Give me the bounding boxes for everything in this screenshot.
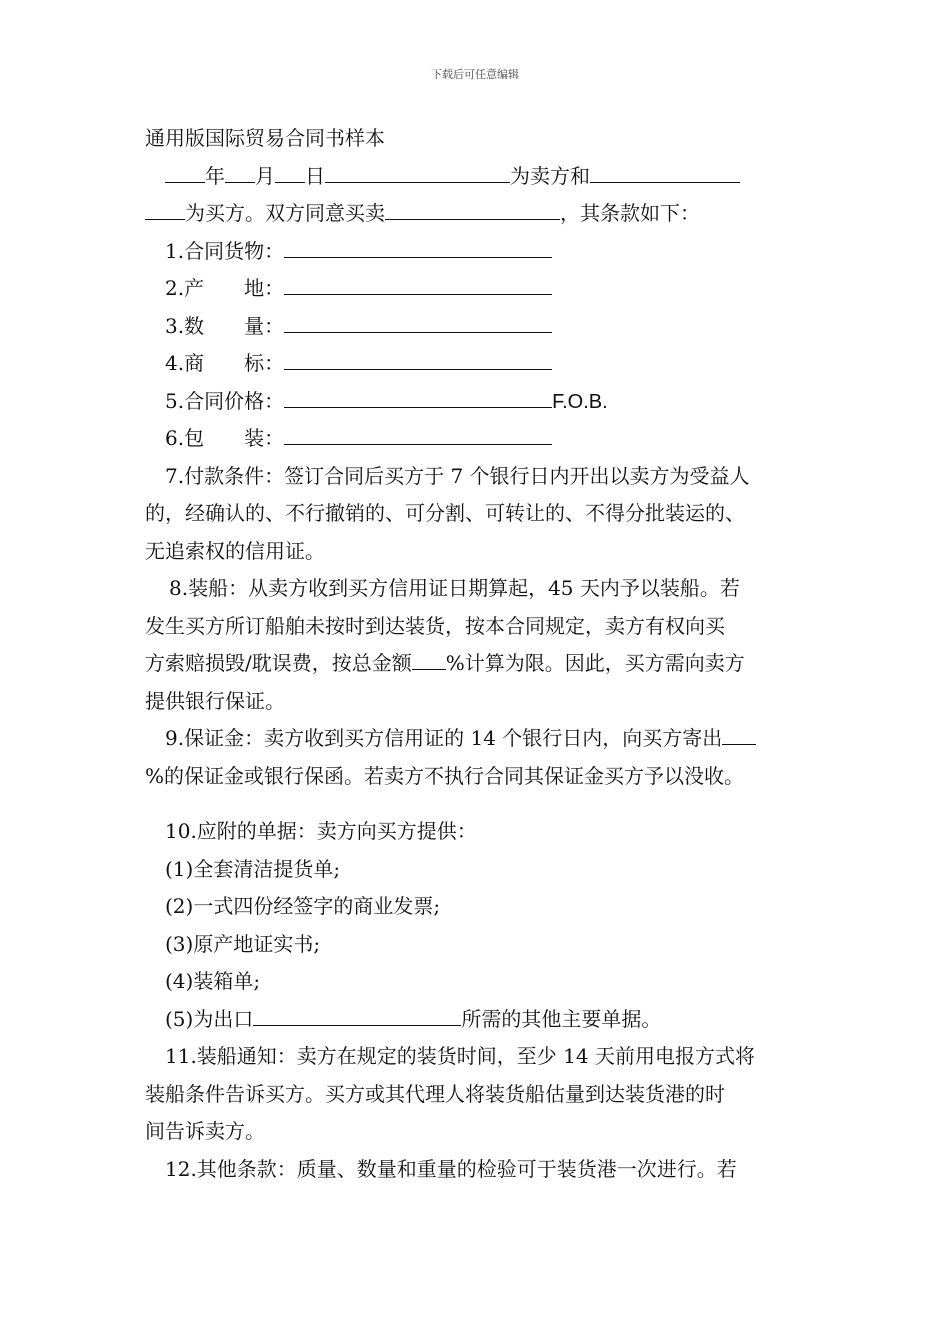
clause8-amount-suffix: %计算为限。因此，买方需向卖方 bbox=[445, 651, 745, 675]
clause7-line: 的，经确认的、不行撤销的、可分割、可转让的、不得分批装运的、 bbox=[145, 501, 745, 525]
clause9-prefix: 9.保证金：卖方收到买方信用证的 14 个银行日内，向买方寄出 bbox=[165, 726, 723, 750]
quantity-blank[interactable] bbox=[284, 310, 552, 333]
year-label: 年 bbox=[205, 163, 225, 188]
document-title: 通用版国际贸易合同书样本 bbox=[145, 126, 385, 150]
export-blank[interactable] bbox=[253, 1003, 461, 1026]
item-quantity bbox=[145, 308, 815, 346]
item-brand-label: 4.商 标： bbox=[165, 351, 285, 375]
clause8-line: 8.装船：从卖方收到买方信用证日期算起，45 天内予以装船。若 bbox=[169, 576, 740, 600]
terms-label: ，其条款如下： bbox=[560, 201, 700, 225]
clause10-heading: 10.应附的单据：卖方向买方提供： bbox=[165, 819, 477, 843]
clause9-line bbox=[145, 720, 815, 758]
intro-line-2 bbox=[145, 195, 815, 233]
packing-blank[interactable] bbox=[284, 422, 552, 445]
clause7-line: 7.付款条件：签订合同后买方于 7 个银行日内开出以卖方为受益人 bbox=[165, 463, 750, 488]
paragraph-gap bbox=[145, 795, 815, 813]
document-list-item: (4)装箱单; bbox=[165, 969, 261, 993]
clause9-line: %的保证金或银行保函。若卖方不执行合同其保证金买方予以没收。 bbox=[145, 763, 745, 788]
buyer-label: 为买方。双方同意买卖 bbox=[185, 201, 385, 225]
doc5-suffix: 所需的其他主要单据。 bbox=[461, 1006, 662, 1031]
clause8-line: 发生买方所订船舶未按时到达装货，按本合同规定，卖方有权向买 bbox=[145, 613, 725, 638]
percent-blank[interactable] bbox=[412, 647, 446, 670]
item-brand bbox=[145, 345, 815, 383]
goods-subject-blank[interactable] bbox=[385, 197, 560, 220]
page-header-note: 下载后可任意编辑 bbox=[431, 68, 519, 81]
clause11-line: 11.装船通知：卖方在规定的装货时间，至少 14 天前用电报方式将 bbox=[165, 1044, 755, 1068]
clause11-line: 装船条件告诉买方。买方或其代理人将装货船估量到达装货港的时 bbox=[145, 1081, 725, 1106]
item-origin bbox=[145, 270, 815, 308]
year-blank[interactable] bbox=[165, 160, 205, 183]
item-quantity-label: 3.数 量： bbox=[165, 313, 285, 338]
month-label: 月 bbox=[255, 163, 275, 188]
document-body bbox=[145, 120, 815, 1188]
buyer-blank-end[interactable] bbox=[145, 197, 185, 220]
brand-blank[interactable] bbox=[284, 347, 552, 370]
intro-line-1 bbox=[145, 158, 815, 196]
deposit-percent-blank[interactable] bbox=[722, 722, 756, 745]
item-goods-label: 1.合同货物： bbox=[165, 238, 285, 263]
item-packing bbox=[145, 420, 815, 458]
item-goods bbox=[145, 233, 815, 271]
clause8-line bbox=[145, 645, 815, 683]
item-origin-label: 2.产 地： bbox=[165, 276, 285, 300]
doc5-prefix: (5)为出口 bbox=[165, 1006, 254, 1031]
seller-label: 为卖方和 bbox=[510, 163, 590, 188]
item-packing-label: 6.包 装： bbox=[165, 426, 285, 450]
origin-blank[interactable] bbox=[284, 272, 552, 295]
clause7-line: 无追索权的信用证。 bbox=[145, 538, 325, 563]
item-price bbox=[145, 383, 815, 421]
clause8-line: 提供银行保证。 bbox=[145, 688, 285, 713]
seller-blank[interactable] bbox=[325, 160, 510, 183]
document-list-item: (3)原产地证实书; bbox=[165, 931, 321, 956]
clause11-line: 间告诉卖方。 bbox=[145, 1119, 265, 1143]
goods-blank[interactable] bbox=[284, 235, 552, 258]
item-price-label: 5.合同价格： bbox=[165, 388, 285, 413]
clause12-line: 12.其他条款：质量、数量和重量的检验可于装货港一次进行。若 bbox=[165, 1156, 737, 1181]
document-list-item: (1)全套清洁提货单; bbox=[165, 856, 341, 881]
document-list-item: (2)一式四份经签字的商业发票; bbox=[165, 894, 441, 918]
price-blank[interactable] bbox=[284, 385, 552, 408]
month-blank[interactable] bbox=[225, 160, 255, 183]
price-terms: F.O.B. bbox=[552, 390, 608, 413]
document-list-item bbox=[145, 1001, 815, 1039]
buyer-blank-start[interactable] bbox=[590, 160, 740, 183]
clause8-amount-prefix: 方索赔损毁/耽误费，按总金额 bbox=[145, 651, 412, 675]
day-blank[interactable] bbox=[275, 160, 305, 183]
day-label: 日 bbox=[305, 163, 325, 188]
